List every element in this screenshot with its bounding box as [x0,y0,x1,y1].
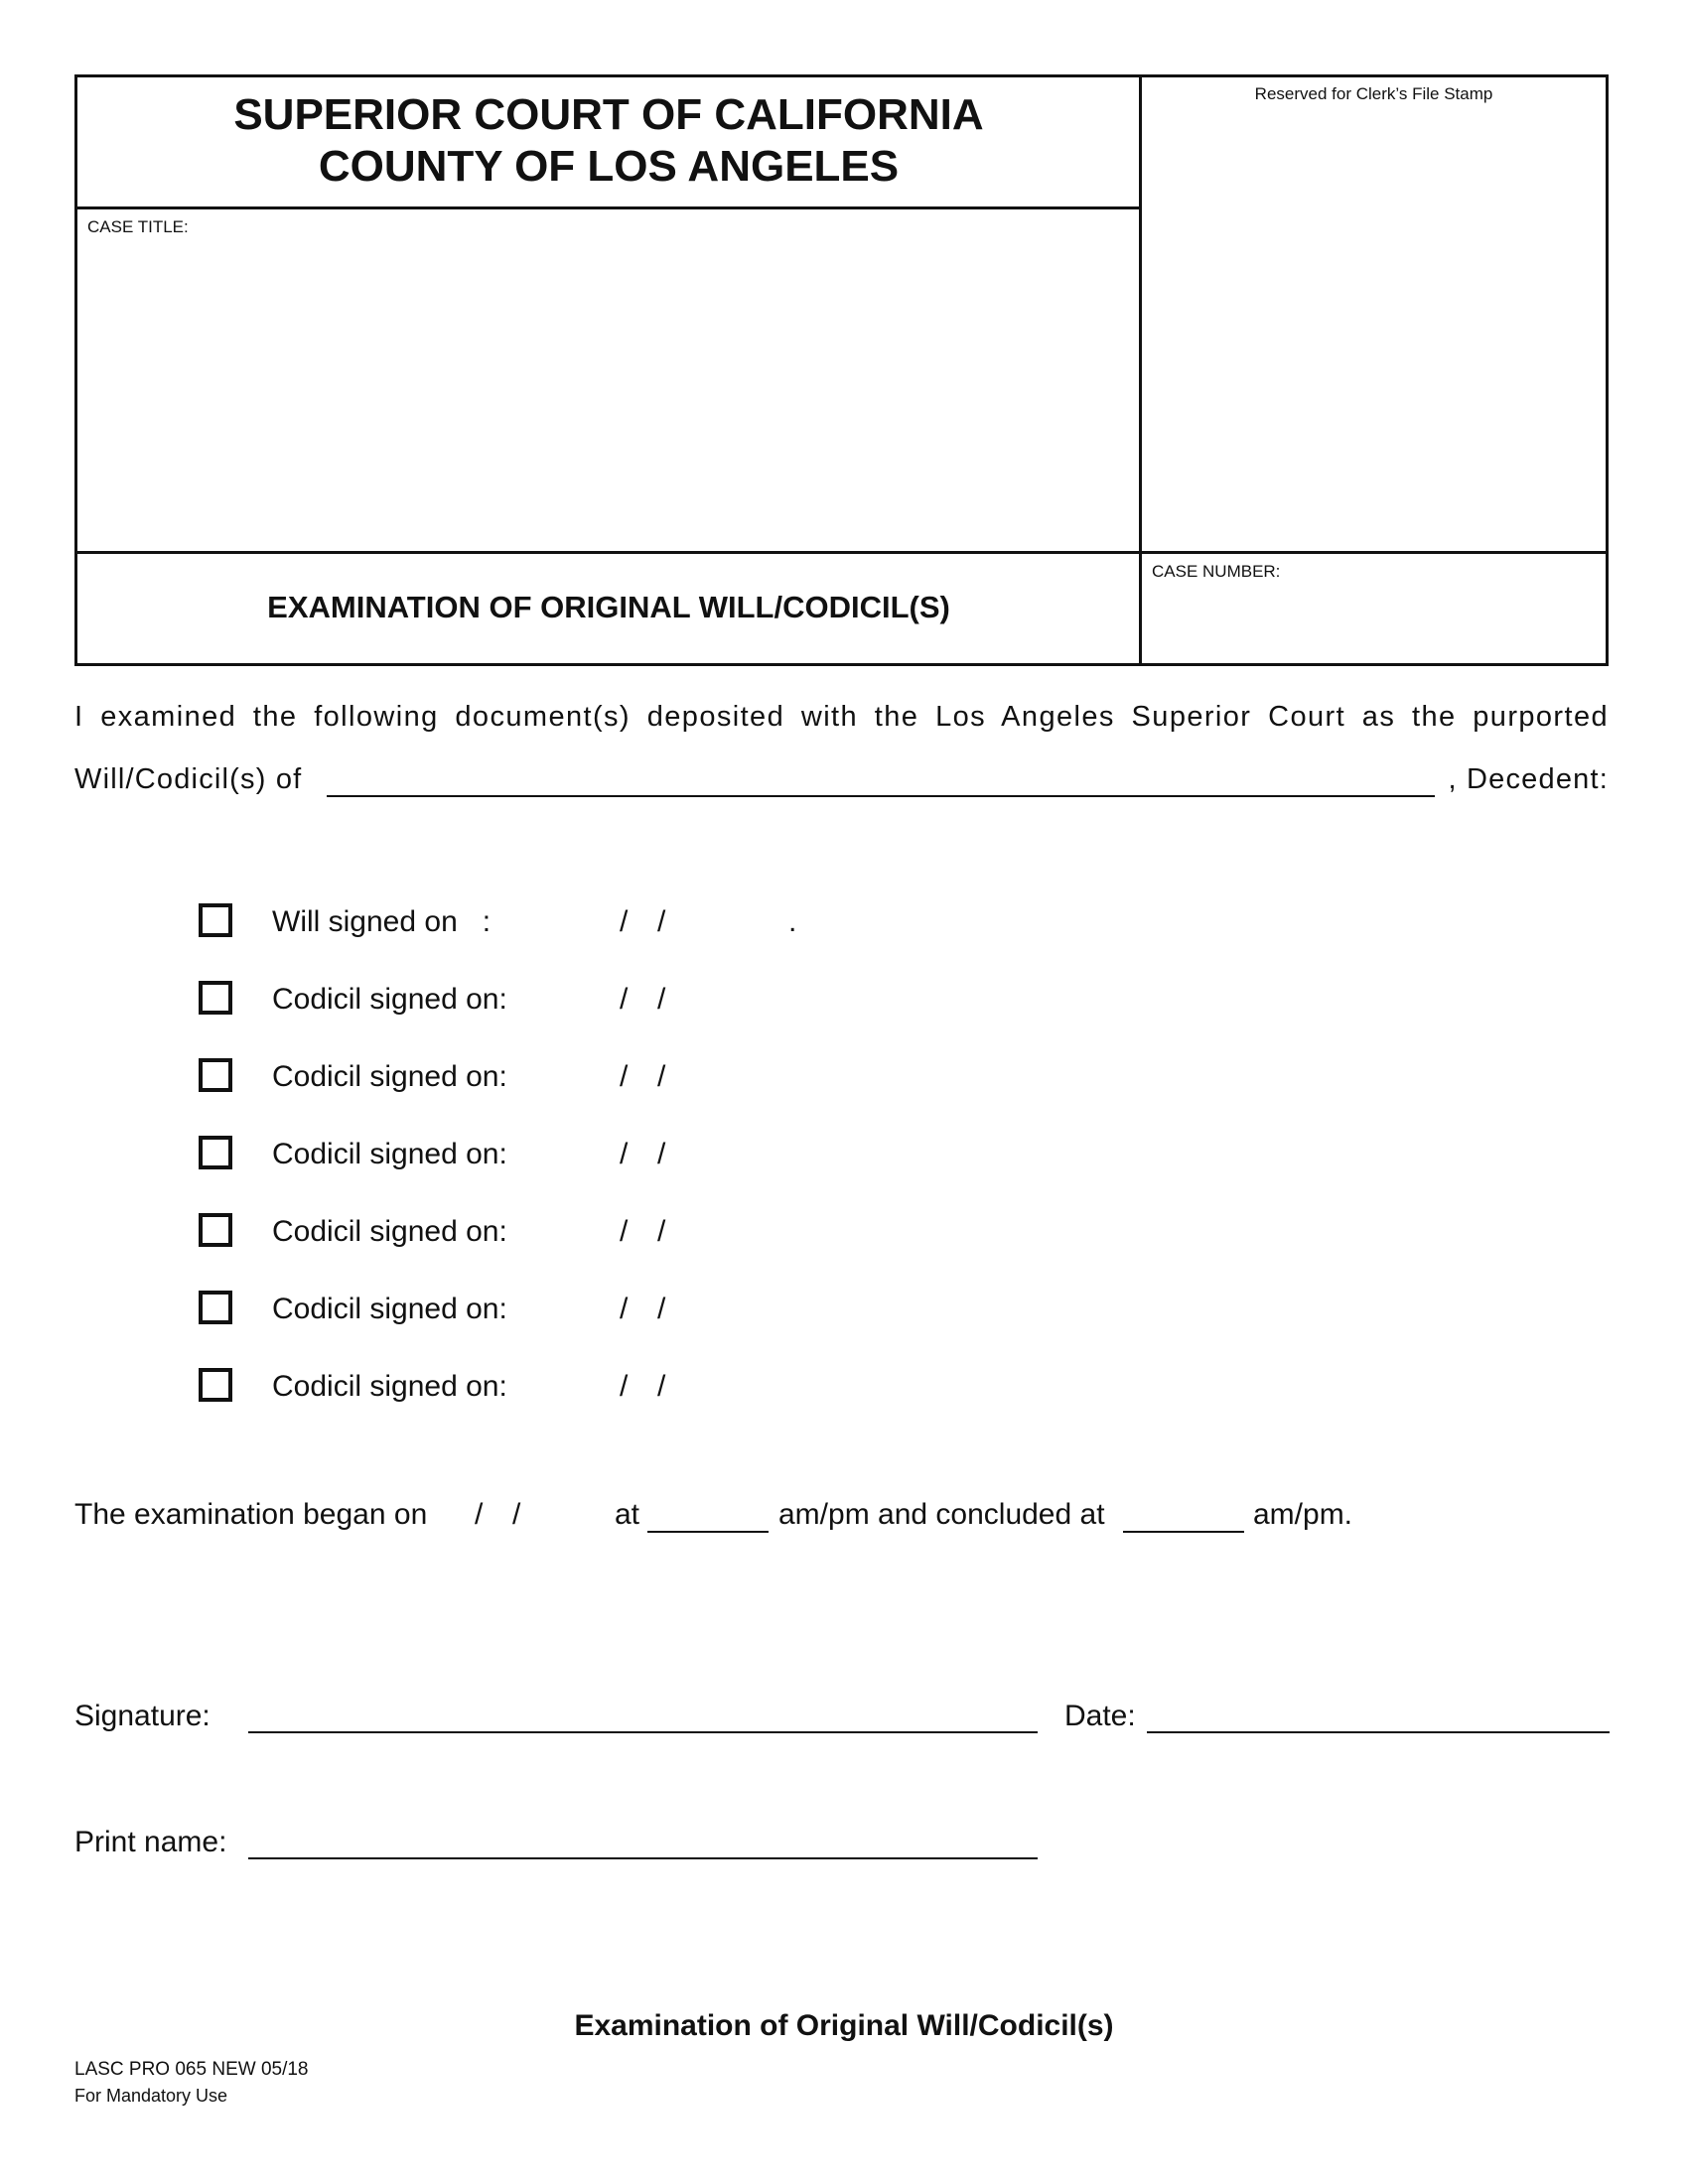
date-slash-1: / [620,905,629,938]
will-checkbox[interactable] [199,903,232,937]
print-name-field[interactable] [248,1824,1038,1859]
codicil-signed-label: Codicil signed on: [272,1293,507,1325]
date-slash-2: / [657,1215,666,1248]
date-slash-2: / [657,983,666,1016]
codicil-item [199,1368,894,1412]
decedent-name-field[interactable] [327,762,1435,797]
signature-label: Signature: [74,1700,211,1732]
exam-ampm-end-label: am/pm. [1253,1498,1353,1531]
date-slash-1: / [620,983,629,1016]
will-signed-label: Will signed on : [272,905,492,938]
codicil-checkbox[interactable] [199,1368,232,1402]
codicil-item [199,1136,894,1179]
date-field[interactable] [1147,1698,1610,1733]
date-slash-2: / [657,905,666,938]
codicil-signed-label: Codicil signed on: [272,1370,507,1403]
exam-at-label: at [615,1498,640,1531]
document-title: EXAMINATION OF ORIGINAL WILL/CODICIL(S) [267,590,950,624]
exam-concluded-label: am/pm and concluded at [778,1498,1105,1531]
date-slash-2: / [657,1293,666,1325]
codicil-checkbox[interactable] [199,1213,232,1247]
form-code: LASC PRO 065 NEW 05/18 [74,2059,309,2080]
codicil-item [199,1058,894,1102]
caption-header [74,74,1609,666]
footer-title: Examination of Original Will/Codicil(s) [574,2009,1114,2042]
codicil-signed-label: Codicil signed on: [272,1138,507,1170]
codicil-signed-label: Codicil signed on: [272,983,507,1016]
court-name [77,89,1140,193]
will-item [199,903,894,947]
exam-start-time-field[interactable] [647,1498,769,1533]
court-name-line1: SUPERIOR COURT OF CALIFORNIA [233,90,984,139]
case-title-label: CASE TITLE: [87,217,189,236]
exam-date-slash-1: / [475,1498,484,1531]
exam-began-label: The examination began on [74,1498,428,1531]
date-slash-1: / [620,1138,629,1170]
date-slash-2: / [657,1060,666,1093]
decedent-prefix: Will/Codicil(s) of [74,763,303,795]
clerk-stamp-label: Reserved for Clerk’s File Stamp [1254,84,1493,103]
case-title-field[interactable] [77,209,1139,551]
clerk-file-stamp-area [1142,77,1606,551]
codicil-signed-label: Codicil signed on: [272,1215,507,1248]
case-number-label: CASE NUMBER: [1152,562,1281,581]
codicil-item [199,1291,894,1334]
codicil-item [199,981,894,1024]
date-slash-1: / [620,1370,629,1403]
mandatory-use-note: For Mandatory Use [74,2086,228,2106]
date-slash-1: / [620,1215,629,1248]
print-name-label: Print name: [74,1826,227,1858]
intro-statement: I examined the following document(s) deposited with the Los Angeles Superior Court as the purported [74,701,1609,733]
codicil-checkbox[interactable] [199,1136,232,1169]
date-trailing-period: . [788,905,797,938]
decedent-line [74,762,1609,798]
codicil-checkbox[interactable] [199,981,232,1015]
date-label: Date: [1064,1700,1136,1732]
signature-field[interactable] [248,1698,1038,1733]
decedent-suffix: , Decedent: [1448,763,1609,795]
date-slash-2: / [657,1370,666,1403]
exam-date-slash-2: / [512,1498,521,1531]
codicil-item [199,1213,894,1257]
case-number-field[interactable] [1142,554,1606,663]
codicil-signed-label: Codicil signed on: [272,1060,507,1093]
date-slash-2: / [657,1138,666,1170]
court-name-line2: COUNTY OF LOS ANGELES [318,142,900,191]
codicil-checkbox[interactable] [199,1291,232,1324]
codicil-checkbox[interactable] [199,1058,232,1092]
date-slash-1: / [620,1293,629,1325]
date-slash-1: / [620,1060,629,1093]
exam-end-time-field[interactable] [1123,1498,1244,1533]
